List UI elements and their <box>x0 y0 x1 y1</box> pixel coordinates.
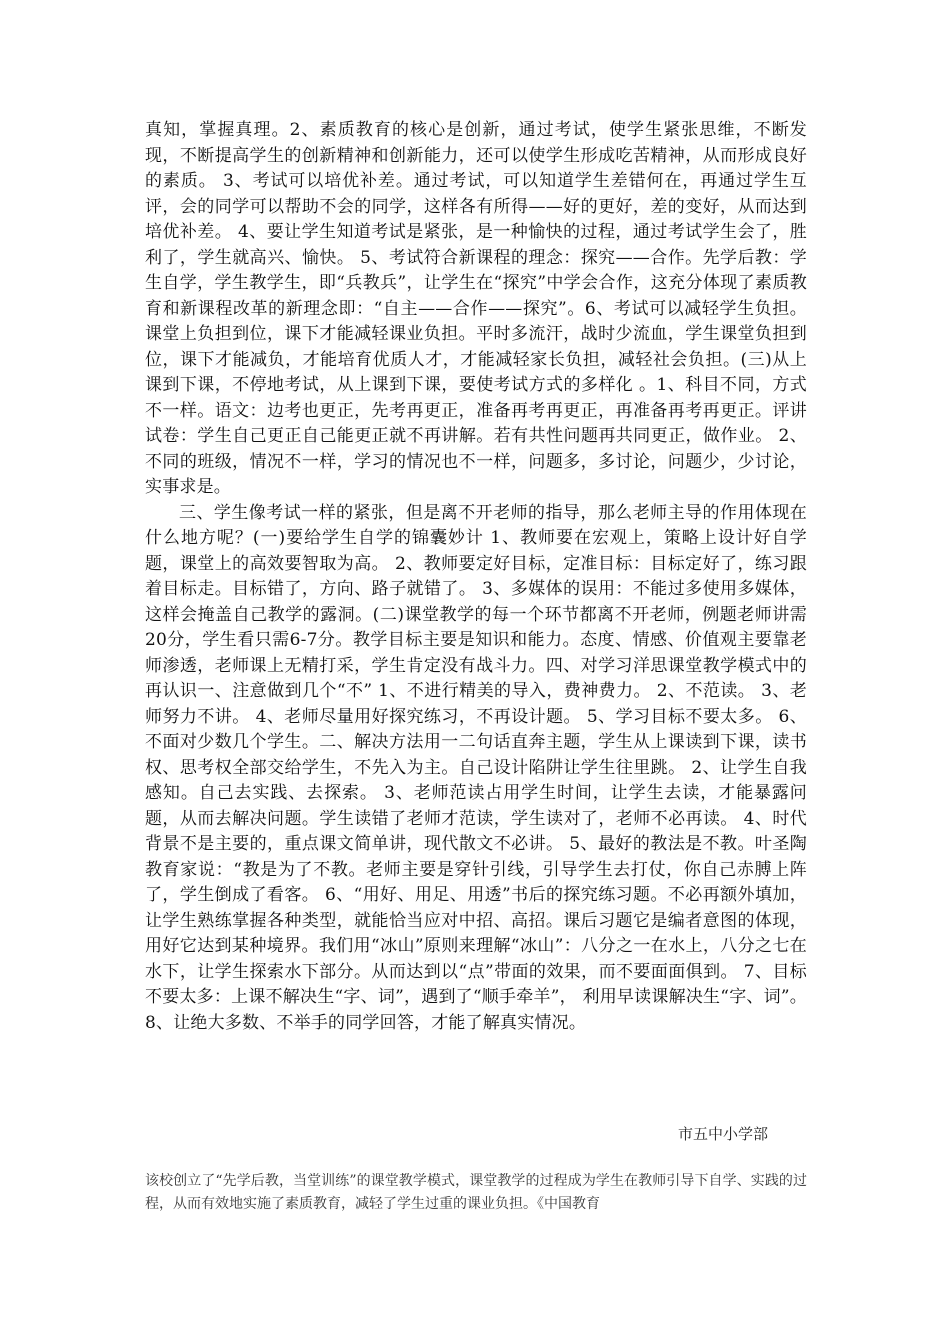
footer-paragraph: 该校创立了“先学后教，当堂训练”的课堂教学模式，课堂教学的过程成为学生在教师引导下自学、实践的过程，从而有效地实施了素质教育，减轻了学生过重的课业负担。《中国教育 <box>145 1173 807 1212</box>
signature-line: 市五中小学部 <box>678 1125 769 1143</box>
body-paragraph-1: 真知，掌握真理。2、素质教育的核心是创新，通过考试，使学生紧张思维，不断发现，不断提高学生的创新精神和创新能力，还可以使学生形成吃苦精神，从而形成良好的素质。 3、考试可以培优补差。通过考试，可以知道学生差错何在，再通过学生互评，会的同学可以帮助不会的同学，这样各有所得——好的更好，差的变好，从而达到培优补差。 4、要让学生知道考试是紧张，是一种愉快的过程，通过考试学生会了，胜利了，学生就高兴、愉快。 5、考试符合新课程的理念：探究——合作。先学后教：学生自学，学生教学生，即“兵教兵”，让学生在“探究”中学会合作，这充分体现了素质教育和新课程改革的新理念即：“自主——合作——探究”。6、考试可以减轻学生负担。课堂上负担到位，课下才能减轻课业负担。平时多流汗，战时少流血，学生课堂负担到位，课下才能减负，才能培育优质人才，才能减轻家长负担，减轻社会负担。(三)从上课到下课，不停地考试，从上课到下课，要使考试方式的多样化 。1、科目不同，方式不一样。语文：边考也更正，先考再更正，准备再考再更正，再准备再考再更正。评讲试卷：学生自己更正自己能更正就不再讲解。若有共性问题再共同更正，做作业。 2、不同的班级，情况不一样，学习的情况也不一样，问题多，多讨论，问题少，少讨论，实事求是。 <box>145 120 807 497</box>
document-body <box>145 118 807 1036</box>
body-paragraph-2: 三、学生像考试一样的紧张，但是离不开老师的指导，那么老师主导的作用体现在什么地方呢？(一)要给学生自学的锦囊妙计 1、教师要在宏观上，策略上设计好自学题，课堂上的高效要智取为高。 2、教师要定好目标，定准目标：目标定好了，练习跟着目标走。目标错了，方向、路子就错了。 3、多媒体的误用：不能过多使用多媒体，这样会掩盖自己教学的露洞。(二)课堂教学的每一个环节都离不开老师，例题老师讲需20分，学生看只需6-7分。教学目标主要是知识和能力。态度、情感、价值观主要靠老师渗透，老师课上无精打采，学生肯定没有战斗力。四、对学习洋思课堂教学模式中的再认识一、注意做到几个“不” 1、不进行精美的导入，费神费力。 2、不范读。 3、老师努力不讲。 4、老师尽量用好探究练习，不再设计题。 5、学习目标不要太多。 6、不面对少数几个学生。二、解决方法用一二句话直奔主题，学生从上课读到下课，读书权、思考权全部交给学生，不先入为主。自己设计陷阱让学生往里跳。 2、让学生自我感知。自己去实践、去探索。 3、老师范读占用学生时间，让学生去读，才能暴露问题，从而去解决问题。学生读错了老师才范读，学生读对了，老师不必再读。 4、时代背景不是主要的，重点课文简单讲，现代散文不必讲。 5、最好的教法是不教。叶圣陶教育家说：“教是为了不教。老师主要是穿针引线，引导学生去打仗，你自己赤膊上阵了，学生倒成了看客。 6、“用好、用足、用透”书后的探究练习题。不必再额外填加，让学生熟练掌握各种类型，就能恰当应对中招、高招。课后习题它是编者意图的体现，用好它达到某种境界。我们用“冰山”原则来理解“冰山”：八分之一在水上，八分之七在水下，让学生探索水下部分。从而达到以“点”带面的效果，而不要面面俱到。 7、目标不要太多：上课不解决生“字、词”，遇到了“顺手牵羊”， 利用早读课解决生“字、词”。8、让绝大多数、不举手的同学回答，才能了解真实情况。 <box>145 502 807 1033</box>
